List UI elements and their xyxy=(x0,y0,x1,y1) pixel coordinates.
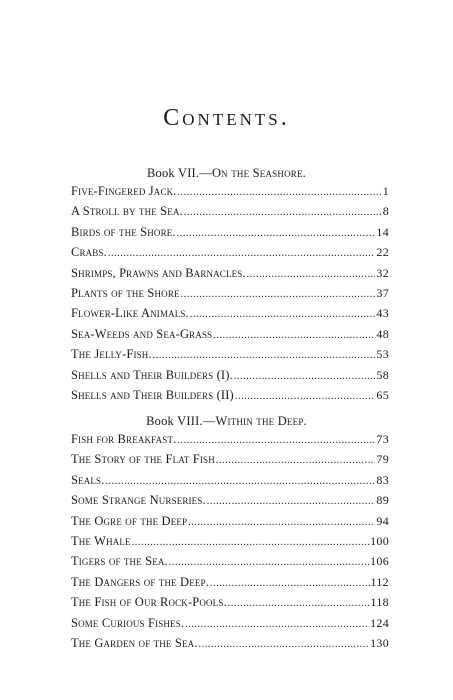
toc-entry-page: 8 xyxy=(382,204,389,219)
toc-entry-page: 22 xyxy=(376,245,389,260)
toc-entry-page: 100 xyxy=(370,533,389,548)
toc-entry[interactable] xyxy=(71,635,389,655)
toc-entry-title: Shrimps, Prawns and Barnacles. xyxy=(71,265,246,280)
toc-entry-title: The Ogre of the Deep xyxy=(71,513,188,528)
toc-entry[interactable] xyxy=(71,326,389,346)
toc-entry[interactable] xyxy=(71,472,389,492)
toc-entry[interactable] xyxy=(71,346,389,366)
toc-entry[interactable] xyxy=(71,431,389,451)
toc-entry[interactable] xyxy=(71,594,389,614)
toc-entry[interactable] xyxy=(71,387,389,407)
toc-entry[interactable] xyxy=(71,305,389,325)
dot-leader xyxy=(207,494,376,510)
dot-leader xyxy=(234,369,376,385)
toc-entry-title: Tigers of the Sea. xyxy=(71,554,168,569)
toc-entry[interactable] xyxy=(71,203,389,223)
toc-entry[interactable] xyxy=(71,285,389,305)
toc-entry-title: The Jelly-Fish. xyxy=(71,347,152,362)
section-heading-book-vii xyxy=(0,165,453,181)
section-dash: — xyxy=(199,166,212,180)
toc-entry-page: 79 xyxy=(376,452,389,467)
toc-entry-page: 106 xyxy=(370,554,389,569)
section-dash: — xyxy=(202,414,216,428)
dot-leader xyxy=(153,348,376,364)
toc-entry-page: 124 xyxy=(370,615,389,630)
toc-entry[interactable] xyxy=(71,451,389,471)
dot-leader xyxy=(178,185,382,201)
toc-entry-page: 32 xyxy=(376,265,389,280)
toc-entry-page: 118 xyxy=(370,595,389,610)
toc-entry-title: Plants of the Shore xyxy=(71,285,180,300)
dot-leader xyxy=(184,205,382,221)
dot-leader xyxy=(108,246,376,262)
dot-leader xyxy=(247,267,376,283)
toc-entry-title: The Dangers of the Deep. xyxy=(71,574,209,589)
toc-entry-title: Fish for Breakfast. xyxy=(71,432,177,446)
toc-entry-page: 37 xyxy=(376,285,389,300)
toc-entry-title: The Garden of the Sea. xyxy=(71,635,198,650)
toc-entry[interactable] xyxy=(71,615,389,635)
toc-entry[interactable] xyxy=(71,553,389,573)
toc-entry-page: 112 xyxy=(370,574,389,589)
toc-entry-title: Birds of the Shore. xyxy=(71,224,176,239)
toc-entry[interactable] xyxy=(71,513,389,533)
toc-entry-page: 58 xyxy=(376,367,389,382)
section-heading-book-viii xyxy=(0,413,453,429)
toc-entry-title: A Stroll by the Sea. xyxy=(71,204,183,219)
dot-leader xyxy=(185,617,369,633)
toc-entry-title: Seals. xyxy=(71,472,105,487)
toc-entry-page: 89 xyxy=(376,493,389,508)
dot-leader xyxy=(188,515,375,531)
dot-leader xyxy=(177,226,376,242)
dot-leader xyxy=(181,287,376,303)
toc-entry-page: 53 xyxy=(376,347,389,362)
toc-entry-page: 43 xyxy=(376,306,389,321)
toc-entry-title: Sea-Weeds and Sea-Grass xyxy=(71,326,213,341)
toc-list-book-vii xyxy=(71,183,389,407)
toc-entry[interactable] xyxy=(71,492,389,512)
toc-entry-page: 73 xyxy=(376,432,389,446)
contents-heading: Contents. xyxy=(163,105,290,131)
toc-entry-title: The Fish of Our Rock-Pools. xyxy=(71,595,227,610)
dot-leader xyxy=(216,453,376,469)
toc-entry-title: The Whale xyxy=(71,533,131,548)
toc-entry[interactable] xyxy=(71,183,389,203)
toc-entry[interactable] xyxy=(71,533,389,553)
toc-entry-page: 14 xyxy=(376,224,389,239)
section-subtitle: On the Seashore. xyxy=(211,166,307,180)
toc-entry-page: 94 xyxy=(376,513,389,528)
toc-entry-title: Crabs. xyxy=(71,245,107,260)
dot-leader xyxy=(177,433,375,449)
toc-entry-title: Flower-Like Animals. xyxy=(71,306,189,321)
toc-entry-title: Shells and Their Builders (I). xyxy=(71,367,233,382)
toc-entry[interactable] xyxy=(71,367,389,387)
toc-entry-page: 1 xyxy=(382,184,389,198)
toc-entry[interactable] xyxy=(71,574,389,594)
dot-leader xyxy=(199,637,370,653)
dot-leader xyxy=(210,576,370,592)
dot-leader xyxy=(228,596,370,612)
toc-entry[interactable] xyxy=(71,244,389,264)
dot-leader xyxy=(235,389,376,405)
toc-entry-title: Five-Fingered Jack. xyxy=(71,184,177,198)
toc-entry-title: Some Curious Fishes. xyxy=(71,615,185,630)
toc-list-book-viii xyxy=(71,431,389,655)
dot-leader xyxy=(213,328,375,344)
dot-leader xyxy=(169,555,369,571)
dot-leader xyxy=(190,307,376,323)
section-book-number: Book VII. xyxy=(146,166,200,180)
toc-entry-title: Shells and Their Builders (II) xyxy=(71,387,234,402)
toc-entry-title: Some Strange Nurseries. xyxy=(71,493,206,508)
toc-entry-page: 48 xyxy=(376,326,389,341)
toc-entry[interactable] xyxy=(71,265,389,285)
dot-leader xyxy=(105,474,375,490)
section-book-number: Book VIII. xyxy=(146,414,203,428)
section-subtitle: Within the Deep. xyxy=(215,414,307,428)
toc-entry-title: The Story of the Flat Fish xyxy=(71,452,215,467)
dot-leader xyxy=(132,535,369,551)
toc-entry-page: 83 xyxy=(376,472,389,487)
toc-entry[interactable] xyxy=(71,224,389,244)
toc-entry-page: 130 xyxy=(370,635,389,650)
toc-entry-page: 65 xyxy=(376,387,389,402)
